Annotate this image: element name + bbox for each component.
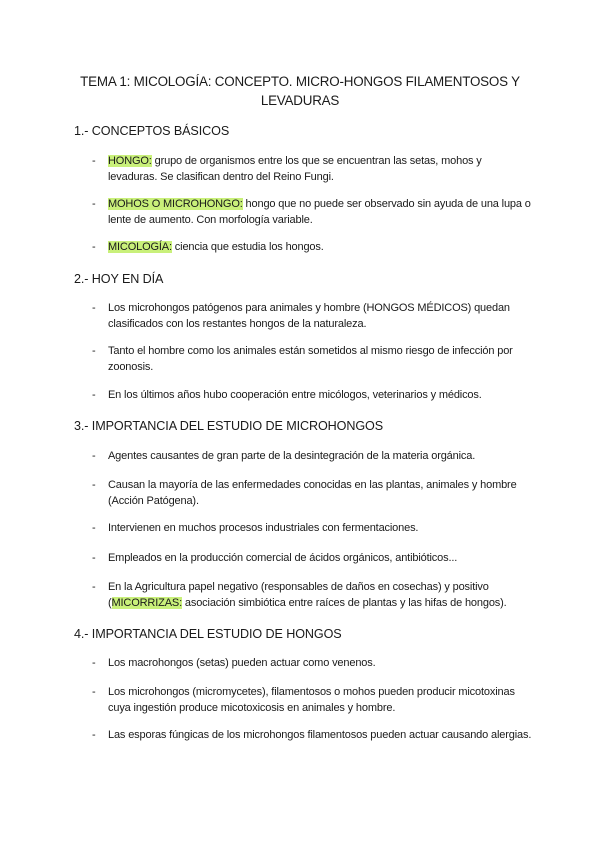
highlighted-term: MOHOS O MICROHONGO: xyxy=(108,198,243,210)
list-item-text-before: En la Agricultura papel negativo (responsables de daños en cosechas) y positivo ( xyxy=(108,581,489,609)
list-item xyxy=(92,685,532,716)
section-heading-hoy-en-dia: 2.- HOY EN DÍA xyxy=(74,272,164,286)
section-heading-conceptos-basicos: 1.- CONCEPTOS BÁSICOS xyxy=(74,124,230,138)
highlighted-term: MICOLOGÍA: xyxy=(108,241,172,253)
list-item-text: Tanto el hombre como los animales están sometidos al mismo riesgo de infección por zoonosis. xyxy=(108,345,513,373)
list-item-text xyxy=(108,580,532,611)
list-item-micologia xyxy=(92,240,532,256)
bullet-dash: - xyxy=(92,729,96,741)
list-item-text: Las esporas fúngicas de los microhongos filamentosos pueden actuar causando alergias. xyxy=(108,729,532,741)
bullet-dash: - xyxy=(92,389,96,401)
definition-text: grupo de organismos entre los que se encuentran las setas, mohos y levaduras. Se clasifican dentro del Reino Fungi. xyxy=(108,155,482,183)
list-item xyxy=(92,388,532,404)
bullet-dash: - xyxy=(92,198,96,210)
bullet-dash: - xyxy=(92,581,96,593)
list-item xyxy=(92,344,532,375)
definition-text: hongo que no puede ser observado sin ayuda de una lupa o lente de aumento. Con morfología variable. xyxy=(108,198,531,226)
list-item xyxy=(92,301,532,332)
bullet-dash: - xyxy=(92,450,96,462)
list-item-mohos xyxy=(92,197,532,228)
list-item-text: Los microhongos (micromycetes), filamentosos o mohos pueden producir micotoxinas cuya ingestión produce micotoxicosis en animales y hombre. xyxy=(108,686,515,714)
list-item-text: Los microhongos patógenos para animales y hombre (HONGOS MÉDICOS) quedan clasificados con los restantes hongos de la naturaleza. xyxy=(108,302,510,330)
section-heading-importancia-microhongos: 3.- IMPORTANCIA DEL ESTUDIO DE MICROHONGOS xyxy=(74,419,384,433)
list-item xyxy=(92,551,532,567)
bullet-dash: - xyxy=(92,522,96,534)
list-item-text: Los macrohongos (setas) pueden actuar como venenos. xyxy=(108,657,376,669)
list-item-text: En los últimos años hubo cooperación entre micólogos, veterinarios y médicos. xyxy=(108,389,482,401)
document-title: TEMA 1: MICOLOGÍA: CONCEPTO. MICRO-HONGOS FILAMENTOSOS Y LEVADURAS xyxy=(80,74,520,108)
definition-text: ciencia que estudia los hongos. xyxy=(171,241,324,253)
list-item xyxy=(92,656,532,672)
bullet-dash: - xyxy=(92,552,96,564)
section-heading-importancia-hongos: 4.- IMPORTANCIA DEL ESTUDIO DE HONGOS xyxy=(74,627,342,641)
list-item xyxy=(92,521,532,537)
bullet-dash: - xyxy=(92,155,96,167)
list-item-text: Empleados en la producción comercial de ácidos orgánicos, antibióticos... xyxy=(108,552,458,564)
list-item xyxy=(92,449,532,465)
bullet-dash: - xyxy=(92,345,96,357)
bullet-dash: - xyxy=(92,657,96,669)
list-item xyxy=(92,728,532,744)
list-item-text xyxy=(108,197,532,228)
list-item-hongo xyxy=(92,154,532,185)
highlighted-term: HONGO: xyxy=(108,155,152,167)
bullet-dash: - xyxy=(92,686,96,698)
list-item xyxy=(92,478,532,509)
bullet-dash: - xyxy=(92,302,96,314)
bullet-dash: - xyxy=(92,241,96,253)
bullet-dash: - xyxy=(92,479,96,491)
definition-text: asociación simbiótica entre raíces de plantas y las hifas de hongos). xyxy=(181,596,507,609)
list-item-micorrizas xyxy=(92,580,532,611)
list-item-text: Agentes causantes de gran parte de la desintegración de la materia orgánica. xyxy=(108,450,476,462)
highlighted-term: MICORRIZAS: xyxy=(111,596,182,609)
list-item-text: Intervienen en muchos procesos industriales con fermentaciones. xyxy=(108,522,419,534)
list-item-text: Causan la mayoría de las enfermedades conocidas en las plantas, animales y hombre (Acción Patógena). xyxy=(108,479,517,507)
list-item-text xyxy=(108,240,532,256)
list-item-text xyxy=(108,154,532,185)
